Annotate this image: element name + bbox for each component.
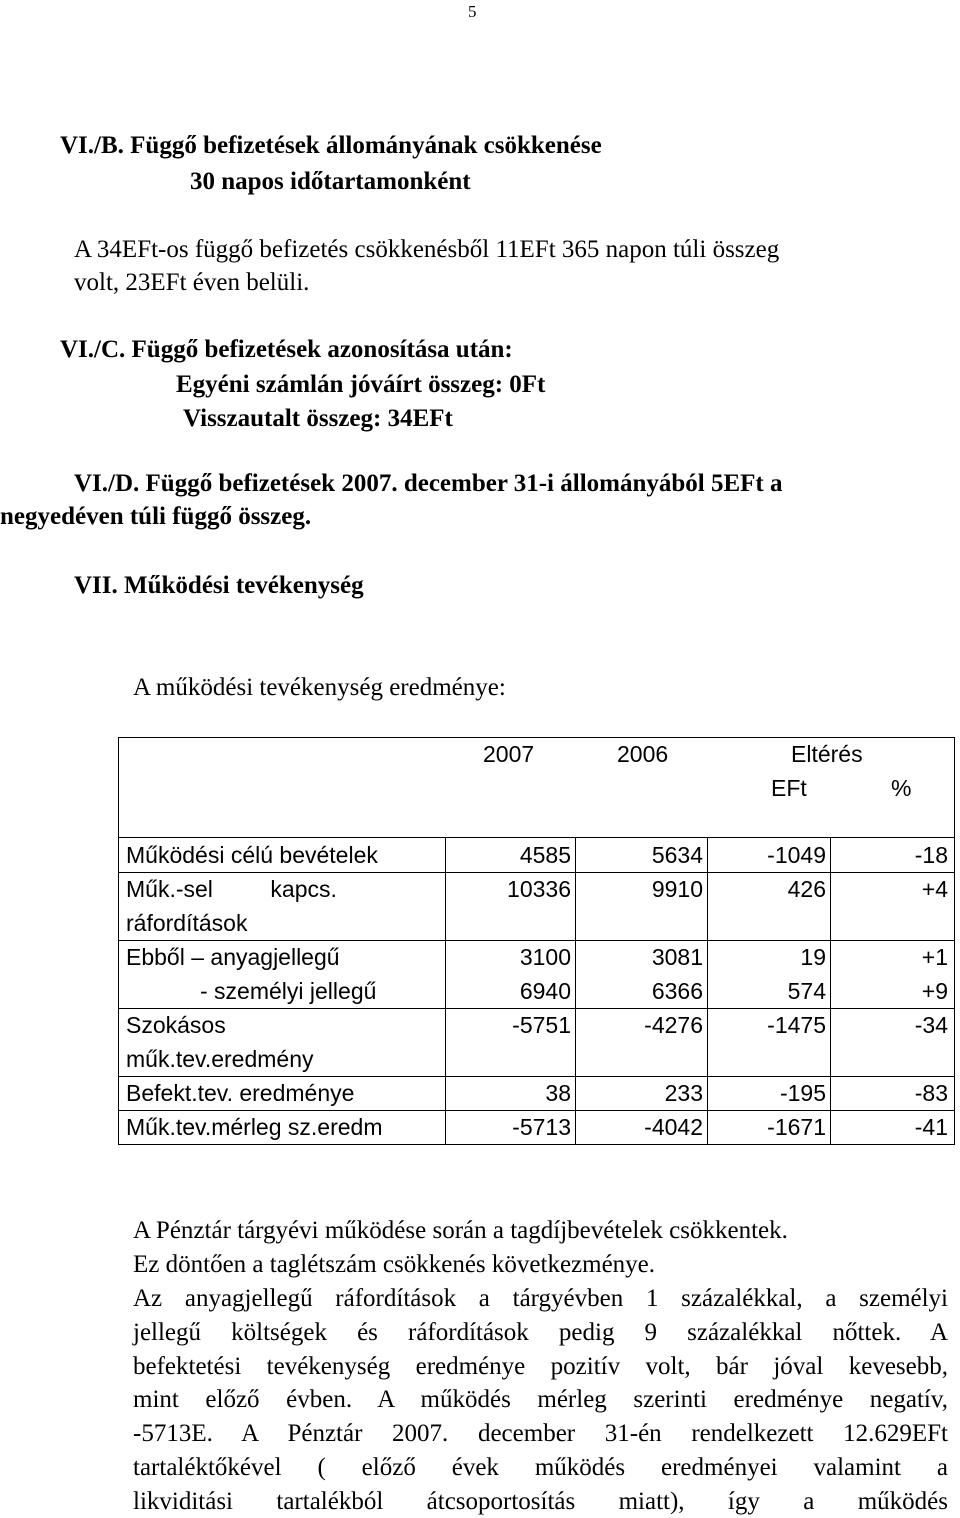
section-vii-intro: A működési tevékenység eredménye: bbox=[133, 674, 506, 701]
section-vic-subheading: Egyéni számlán jóváírt összeg: 0Ft bbox=[176, 371, 546, 398]
results-table bbox=[118, 737, 955, 1145]
cell-2007: 6940 bbox=[519, 978, 571, 1004]
paragraph-line: Az anyagjellegű ráfordítások a tárgyévben 1 százalékkal, a személyi bbox=[133, 1285, 948, 1312]
cell-eft: -195 bbox=[779, 1080, 826, 1106]
section-vib-text-line: A 34EFt-os függő befizetés csökkenésből 11EFt 365 napon túli összeg bbox=[74, 236, 780, 263]
section-vii-heading: VII. Működési tevékenység bbox=[74, 572, 364, 599]
table-rule bbox=[119, 940, 954, 941]
table-rule bbox=[119, 1076, 954, 1077]
table-rule bbox=[119, 1110, 954, 1111]
cell-2006: 6366 bbox=[651, 978, 703, 1004]
paragraph-line: Ez döntően a taglétszám csökkenés következménye. bbox=[133, 1251, 656, 1278]
cell-percent: +9 bbox=[921, 978, 948, 1004]
cell-eft: 574 bbox=[787, 978, 826, 1004]
cell-percent: +4 bbox=[921, 876, 948, 902]
cell-2006: -4276 bbox=[644, 1012, 703, 1038]
cell-percent: -83 bbox=[914, 1080, 948, 1106]
cell-2007: 10336 bbox=[507, 876, 571, 902]
row-label: Működési célú bevételek bbox=[126, 842, 378, 868]
paragraph-line: likviditási tartalékból átcsoportosítás miatt), így a működés bbox=[133, 1488, 948, 1515]
section-vic-subheading: Visszautalt összeg: 34EFt bbox=[183, 405, 453, 432]
section-vib-heading: VI./B. Függő befizetések állományának csökkenése bbox=[60, 132, 602, 159]
section-vib-text-line: volt, 23EFt éven belüli. bbox=[74, 269, 310, 296]
cell-2006: 5634 bbox=[651, 842, 703, 868]
table-rule bbox=[119, 1008, 954, 1009]
cell-percent: -41 bbox=[914, 1114, 948, 1140]
table-rule bbox=[119, 837, 954, 838]
cell-percent: -34 bbox=[914, 1012, 948, 1038]
section-vib-subheading: 30 napos időtartamonként bbox=[190, 168, 471, 195]
cell-2007: -5751 bbox=[512, 1012, 571, 1038]
cell-2007: 38 bbox=[545, 1080, 571, 1106]
page-number: 5 bbox=[468, 2, 477, 21]
cell-percent: +1 bbox=[921, 944, 948, 970]
section-vid-heading: VI./D. Függő befizetések 2007. december 31-i állományából 5EFt a bbox=[74, 470, 783, 497]
table-rule bbox=[119, 872, 954, 873]
cell-eft: 19 bbox=[800, 944, 826, 970]
row-label: Szokásos bbox=[126, 1012, 226, 1038]
header-2006: 2006 bbox=[617, 741, 669, 767]
cell-2007: -5713 bbox=[512, 1114, 571, 1140]
paragraph-line: mint előző évben. A működés mérleg szerinti eredménye negatív, bbox=[133, 1386, 948, 1413]
cell-eft: 426 bbox=[787, 876, 826, 902]
row-label: Befekt.tev. eredménye bbox=[126, 1080, 355, 1106]
cell-2006: 3081 bbox=[651, 944, 703, 970]
paragraph-line: -5713E. A Pénztár 2007. december 31-én rendelkezett 12.629EFt bbox=[133, 1420, 948, 1447]
cell-2006: -4042 bbox=[644, 1114, 703, 1140]
cell-eft: -1671 bbox=[767, 1114, 826, 1140]
cell-2006: 9910 bbox=[651, 876, 703, 902]
header-percent: % bbox=[891, 775, 912, 801]
paragraph-line: tartaléktőkével ( előző évek működés eredményei valamint a bbox=[133, 1454, 948, 1481]
cell-2006: 233 bbox=[664, 1080, 703, 1106]
cell-percent: -18 bbox=[914, 842, 948, 868]
row-label-cont: ráfordítások bbox=[126, 910, 248, 936]
paragraph-line: befektetési tevékenység eredménye pozitív volt, bár jóval kevesebb, bbox=[133, 1353, 948, 1380]
paragraph-line: jellegű költségek és ráfordítások pedig 9 százalékkal nőttek. A bbox=[133, 1319, 948, 1346]
cell-eft: -1049 bbox=[767, 842, 826, 868]
paragraph-line: A Pénztár tárgyévi működése során a tagdíjbevételek csökkentek. bbox=[133, 1217, 788, 1244]
row-label-cont: műk.tev.eredmény bbox=[126, 1046, 314, 1072]
row-label: Műk.-sel kapcs. bbox=[126, 876, 337, 902]
row-label: Ebből – anyagjellegű bbox=[126, 944, 340, 970]
section-vid-heading-cont: negyedéven túli függő összeg. bbox=[0, 503, 312, 530]
cell-2007: 4585 bbox=[519, 842, 571, 868]
row-label: - személyi jellegű bbox=[200, 978, 377, 1004]
cell-2007: 3100 bbox=[519, 944, 571, 970]
section-vic-heading: VI./C. Függő befizetések azonosítása után: bbox=[60, 336, 513, 363]
cell-eft: -1475 bbox=[767, 1012, 826, 1038]
row-label: Műk.tev.mérleg sz.eredm bbox=[126, 1114, 383, 1140]
header-difference: Eltérés bbox=[791, 741, 863, 767]
header-eft: EFt bbox=[771, 775, 807, 801]
header-2007: 2007 bbox=[483, 741, 535, 767]
